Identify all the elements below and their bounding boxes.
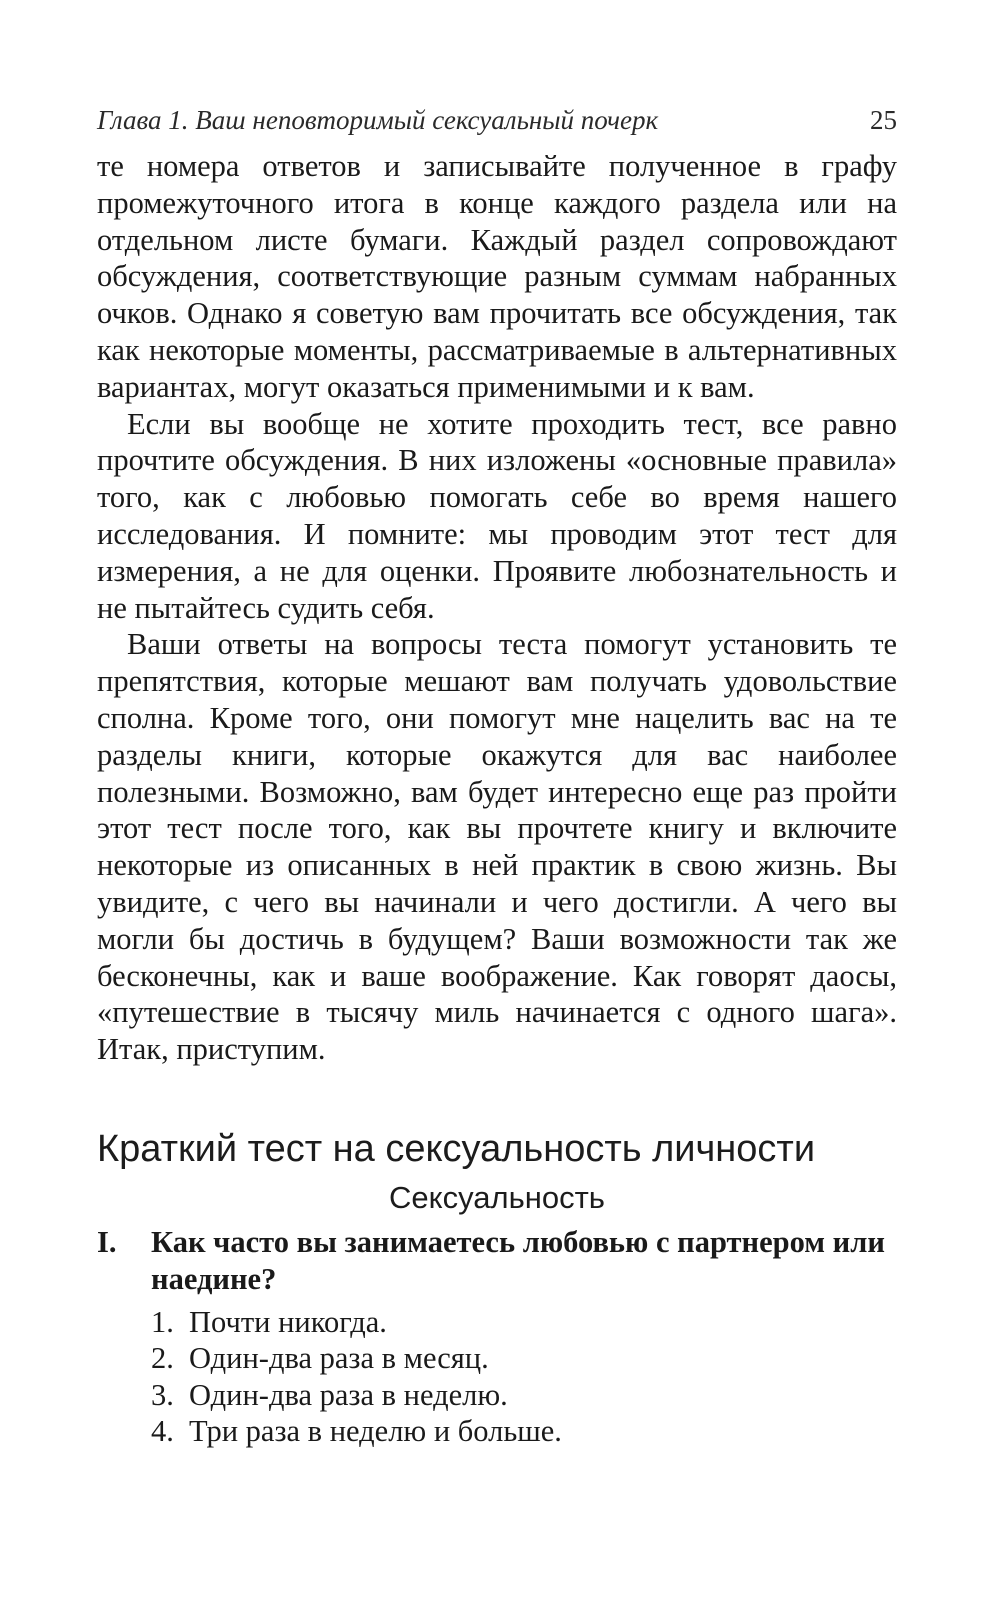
page-number: 25 [870, 105, 897, 135]
question-text: Как часто вы занимаетесь любовью с партнером или наедине? [151, 1224, 885, 1296]
answer-option [151, 1304, 897, 1341]
paragraph-continuation: те номера ответов и записывайте полученное в графу промежуточного итога в конце каждого раздела или на отдельном листе бумаги. Каждый раздел сопровождают обсуждения, соответствующие разным суммам набранных очков. Однако я советую вам прочитать все обсуждения, так как некоторые моменты, рассматриваемые в альтернативных вариантах, могут оказаться применимыми и к вам. [97, 149, 897, 404]
test-question [97, 1224, 897, 1298]
answer-number: 3. [151, 1377, 174, 1412]
answer-text: Три раза в неделю и больше. [189, 1414, 562, 1449]
chapter-title: Глава 1. Ваш неповторимый сексуальный почерк [97, 105, 659, 135]
answer-list [151, 1304, 897, 1450]
question-number: I. [97, 1224, 117, 1259]
answer-option [151, 1340, 897, 1377]
answer-text: Один-два раза в месяц. [189, 1341, 489, 1376]
paragraph: Если вы вообще не хотите проходить тест, все равно прочтите обсуждения. В них изложены «основные правила» того, как с любовью помогать себе во время нашего исследования. И помните: мы проводим этот тест для измерения, а не для оценки. Проявите любознательность и не пытайтесь судить себя. [97, 406, 897, 625]
answer-option [151, 1377, 897, 1414]
book-page [97, 100, 897, 1450]
paragraph: Ваши ответы на вопросы теста помогут установить те препятствия, которые мешают вам получать удовольствие сполна. Кроме того, они помогут мне нацелить вас на те разделы книги, которые окажутся для вас наиболее полезными. Возможно, вам будет интересно еще раз пройти этот тест после того, как вы прочтете книгу и включите некоторые из описанных в ней практик в свою жизнь. Вы увидите, с чего вы начинали и чего достигли. А чего вы могли бы достичь в будущем? Ваши возможности так же бесконечны, как и ваше воображение. Как говорят даосы, «путешествие в тысячу миль начинается с одного шага». Итак, приступим. [97, 627, 897, 1067]
section-title: Краткий тест на сексуальность личности [97, 1127, 816, 1170]
running-header [97, 100, 897, 140]
answer-number: 4. [151, 1414, 174, 1449]
answer-number: 2. [151, 1341, 174, 1376]
answer-option [151, 1413, 897, 1450]
answer-text: Один-два раза в неделю. [189, 1377, 508, 1412]
answer-number: 1. [151, 1304, 174, 1339]
answer-text: Почти никогда. [189, 1304, 387, 1339]
subsection-title: Сексуальность [389, 1179, 605, 1215]
